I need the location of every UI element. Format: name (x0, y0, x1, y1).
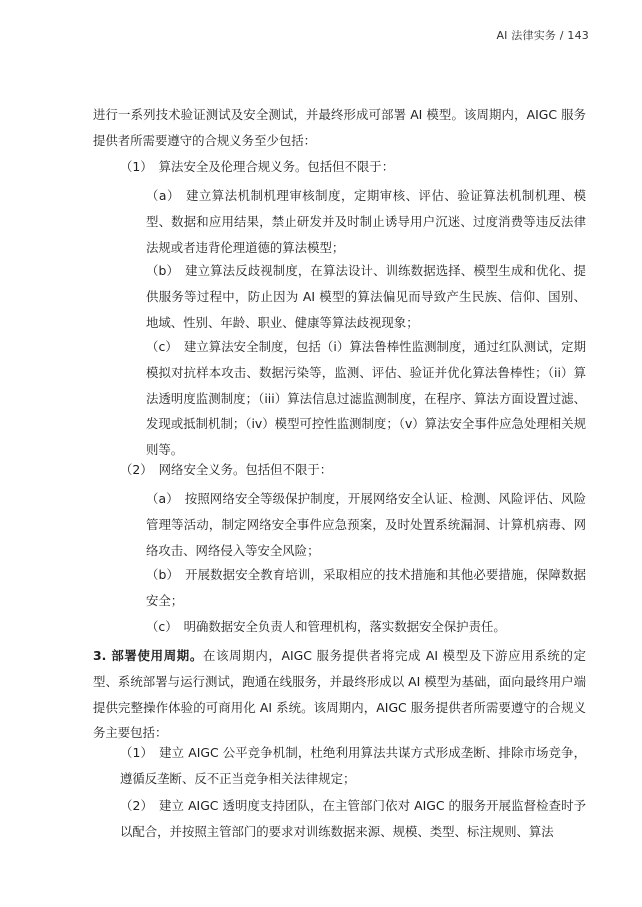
list-item-text: 明确数据安全负责人和管理机构，落实数据安全保护责任。 (183, 619, 506, 634)
list-marker: （a） (146, 491, 179, 506)
section-text: 在该周期内，AIGC 服务提供者将完成 AI 模型及下游应用系统的定型、系统部署与运行测试，跑通在线服务，并最终形成以 AI 模型为基础，面向最终用户端提供完整操作体验的可商用化 AI 系统。该周期内，AIGC 服务提供者所需要遵守的合规义务主要包括： (93, 648, 586, 741)
list-item-text: 按照网络安全等级保护制度，开展网络安全认证、检测、风险评估、风险管理等活动，制定网络安全事件应急预案，及时处置系统漏洞、计算机病毒、网络攻击、网络侵入等安全风险； (146, 491, 587, 558)
running-header: AI 法律实务 / 143 (496, 29, 589, 42)
list-item-text: 算法安全及伦理合规义务。包括但不限于： (158, 159, 395, 174)
list-item-3-2 (120, 793, 586, 845)
section-heading: 3. 部署使用周期。 (93, 648, 203, 663)
list-item-text: 建立算法反歧视制度，在算法设计、训练数据选择、模型生成和优化、提供服务等过程中，防止因为 AI 模型的算法偏见而导致产生民族、信仰、国别、地域、性别、年龄、职业、健康等算法歧视现象； (146, 263, 586, 330)
list-marker: （a） (146, 188, 180, 203)
list-marker: （b） (146, 567, 180, 582)
section-3-paragraph (93, 643, 586, 746)
list-item-1c (146, 334, 586, 463)
list-item-text: 建立算法机制机理审核制度，定期审核、评估、验证算法机制机理、模型、数据和应用结果，禁止研发并及时制止诱导用户沉迷、过度消费等违反法律法规或者违背伦理道德的算法模型； (146, 188, 587, 255)
intro-text: 进行一系列技术验证测试及安全测试，并最终形成可部署 AI 模型。该周期内，AIGC 服务提供者所需要遵守的合规义务至少包括： (93, 107, 586, 148)
list-marker: （c） (146, 339, 178, 354)
list-marker: （c） (146, 619, 178, 634)
list-marker: （1） (120, 159, 153, 174)
list-marker: （1） (120, 745, 154, 760)
list-item-2 (120, 457, 586, 483)
list-item-2a (146, 486, 586, 563)
list-item-3-1 (120, 740, 586, 792)
list-item-text: 开展数据安全教育培训，采取相应的技术措施和其他必要措施，保障数据安全； (146, 567, 586, 608)
list-item-1a (146, 183, 586, 260)
list-item-text: 建立算法安全制度，包括（i）算法鲁棒性监测制度，通过红队测试，定期模拟对抗样本攻击、数据污染等，监测、评估、验证并优化算法鲁棒性；（ii）算法透明度监测制度；（iii）算法信息过滤监测制度，在程序、算法方面设置过滤、发现或抵制机制；（iv）模型可控性监测制度；（v）算法安全事件应急处理相关规则等。 (146, 339, 586, 458)
intro-paragraph (93, 102, 586, 154)
list-item-1b (146, 258, 586, 335)
list-marker: （2） (120, 798, 154, 813)
list-marker: （b） (146, 263, 180, 278)
list-item-2b (146, 562, 586, 614)
list-item-2c (146, 614, 586, 640)
list-marker: （2） (120, 462, 153, 477)
list-item-text: 建立 AIGC 公平竞争机制，杜绝利用算法共谋方式形成垄断、排除市场竞争，遵循反垄断、反不正当竞争相关法律规定； (120, 745, 586, 786)
list-item-1 (120, 154, 586, 180)
list-item-text: 网络安全义务。包括但不限于： (158, 462, 333, 477)
list-item-text: 建立 AIGC 透明度支持团队，在主管部门依对 AIGC 的服务开展监督检查时予以配合，并按照主管部门的要求对训练数据来源、规模、类型、标注规则、算法 (120, 798, 586, 839)
